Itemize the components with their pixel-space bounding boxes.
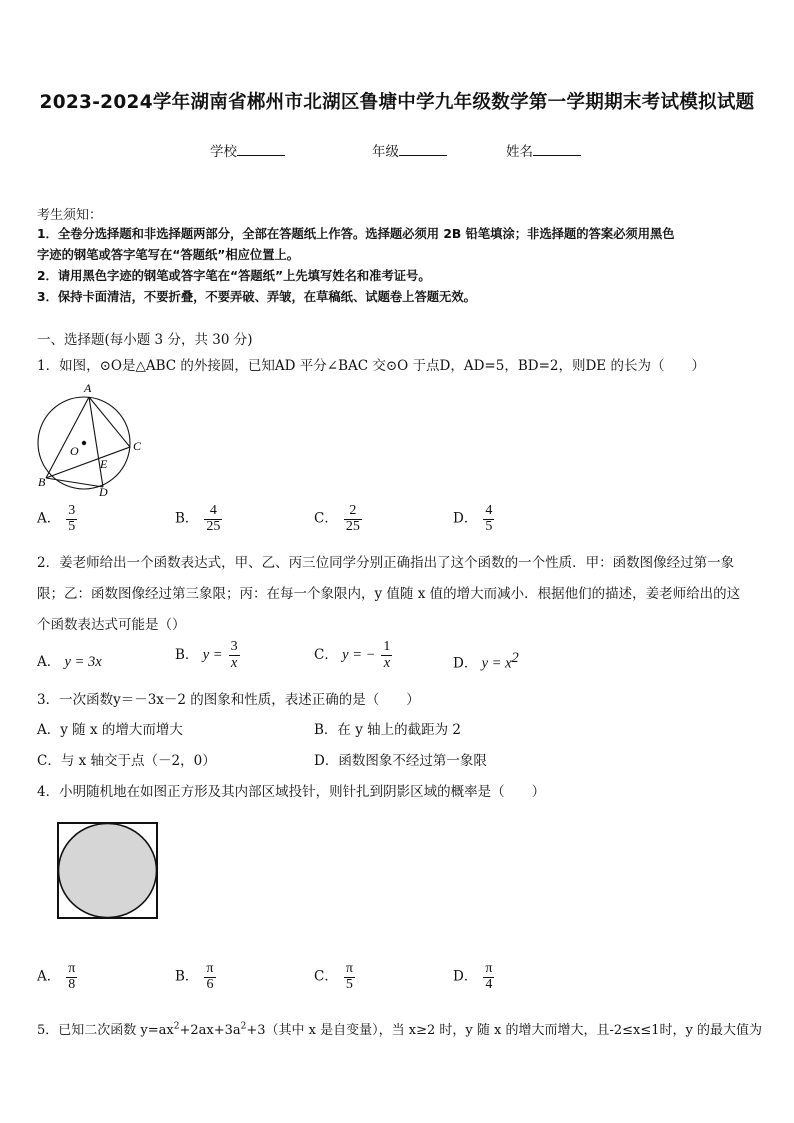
denominator: 8 bbox=[68, 976, 76, 992]
option-expression: y = x bbox=[481, 655, 512, 672]
question-2-text: 2．姜老师给出一个函数表达式，甲、乙、丙三位同学分别正确指出了这个函数的一个性质．甲：函数图像经过第一象 bbox=[37, 555, 735, 571]
exponent: 2 bbox=[240, 1021, 247, 1032]
option-letter: B． bbox=[175, 646, 199, 663]
option-letter: C． bbox=[314, 646, 338, 663]
fraction bbox=[204, 962, 215, 992]
fraction bbox=[66, 504, 77, 534]
grade-blank bbox=[399, 142, 447, 156]
option-letter: A． bbox=[37, 510, 61, 527]
denominator: x bbox=[383, 654, 391, 671]
q4-option-a[interactable] bbox=[37, 962, 77, 992]
fraction bbox=[229, 640, 240, 671]
q5-text-part: +3（其中 x 是自变量），当 x≥2 时，y 随 x 的增大而增大，且-2≤x≤1时，y 的最大值为 bbox=[246, 1023, 762, 1038]
q1-option-c[interactable] bbox=[314, 504, 362, 534]
numerator: 2 bbox=[344, 504, 362, 520]
point-label-b: B bbox=[38, 475, 46, 489]
denominator: 4 bbox=[485, 976, 493, 992]
name-label: 姓名 bbox=[506, 144, 533, 160]
numerator: π bbox=[68, 961, 76, 976]
grade-label: 年级 bbox=[372, 144, 399, 160]
q1-option-d[interactable] bbox=[453, 504, 494, 534]
q1-option-b[interactable] bbox=[175, 504, 222, 534]
q5-text-part: 5．已知二次函数 y=ax bbox=[37, 1023, 174, 1038]
fraction bbox=[344, 504, 362, 534]
option-letter: C． bbox=[314, 968, 338, 985]
square-circle-figure bbox=[56, 822, 160, 920]
numerator: 4 bbox=[485, 503, 493, 518]
q4-option-c[interactable] bbox=[314, 962, 355, 992]
denominator: 5 bbox=[345, 976, 353, 992]
exponent: 2 bbox=[511, 650, 519, 666]
q2-option-d[interactable] bbox=[453, 650, 519, 673]
page-title: 2023-2024学年湖南省郴州市北湖区鲁塘中学九年级数学第一学期期末考试模拟试题 bbox=[39, 92, 755, 113]
fraction bbox=[381, 640, 392, 671]
school-field bbox=[210, 140, 285, 160]
fraction bbox=[344, 962, 355, 992]
q3-option-a[interactable]: A．y 随 x 的增大而增大 bbox=[37, 722, 183, 738]
school-blank bbox=[237, 142, 285, 156]
section-heading: 一、选择题(每小题 3 分，共 30 分) bbox=[37, 332, 253, 348]
point-label-d: D bbox=[99, 485, 108, 498]
q2-option-b[interactable] bbox=[175, 640, 240, 671]
question-2-text: 个函数表达式可能是（） bbox=[37, 617, 186, 633]
option-expression: y = bbox=[202, 646, 223, 663]
option-letter: B． bbox=[175, 968, 199, 985]
denominator: 25 bbox=[345, 518, 360, 534]
name-field bbox=[506, 140, 581, 160]
name-blank bbox=[533, 142, 581, 156]
note-line: 字迹的钢笔或答字笔写在“答题纸”相应位置上。 bbox=[37, 248, 300, 262]
fraction bbox=[66, 962, 77, 992]
q1-option-a[interactable] bbox=[37, 504, 77, 534]
point-label-o: O bbox=[70, 444, 79, 458]
exponent: 2 bbox=[173, 1021, 180, 1032]
q4-option-d[interactable] bbox=[453, 962, 494, 992]
option-letter: D． bbox=[453, 968, 478, 985]
q3-option-b[interactable]: B．在 y 轴上的截距为 2 bbox=[314, 722, 462, 738]
question-1-text: 1．如图，⊙O是△ABC 的外接圆，已知AD 平分∠BAC 交⊙O 于点D，AD=5，BD=2，则DE 的长为（ ） bbox=[37, 358, 705, 374]
denominator: 6 bbox=[206, 976, 214, 992]
point-label-a: A bbox=[84, 381, 92, 395]
numerator: π bbox=[345, 961, 353, 976]
option-letter: A． bbox=[37, 968, 61, 985]
option-expression: y = − bbox=[342, 646, 376, 663]
option-letter: B． bbox=[175, 510, 199, 527]
numerator: 1 bbox=[383, 639, 391, 654]
numerator: π bbox=[206, 961, 214, 976]
denominator: x bbox=[230, 654, 238, 671]
q5-text-part: +2ax+3a bbox=[179, 1023, 241, 1038]
note-line: 2．请用黑色字迹的钢笔或答字笔在“答题纸”上先填写姓名和准考证号。 bbox=[37, 269, 431, 283]
option-letter: D． bbox=[453, 655, 478, 672]
point-label-c: C bbox=[133, 439, 142, 453]
q4-option-b[interactable] bbox=[175, 962, 216, 992]
denominator: 25 bbox=[206, 518, 221, 534]
school-label: 学校 bbox=[210, 144, 237, 160]
question-3-text: 3．一次函数y＝－3x－2 的图象和性质，表述正确的是（ ） bbox=[37, 692, 420, 708]
circle-triangle-figure bbox=[30, 380, 150, 498]
option-letter: C． bbox=[314, 510, 338, 527]
point-label-e: E bbox=[100, 457, 108, 471]
notes-heading: 考生须知： bbox=[37, 208, 103, 223]
note-line: 1．全卷分选择题和非选择题两部分，全部在答题纸上作答。选择题必须用 2B 铅笔填涂；非选择题的答案必须用黑色 bbox=[37, 227, 675, 241]
q3-option-c[interactable]: C．与 x 轴交于点（－2，0） bbox=[37, 753, 216, 769]
grade-field bbox=[372, 140, 447, 160]
fraction bbox=[483, 962, 494, 992]
numerator: 3 bbox=[68, 503, 76, 518]
option-letter: A． bbox=[37, 654, 61, 670]
note-line: 3．保持卡面清洁，不要折叠，不要弄破、弄皱，在草稿纸、试题卷上答题无效。 bbox=[37, 290, 476, 304]
fraction bbox=[204, 504, 222, 534]
question-5-text bbox=[37, 1019, 762, 1038]
numerator: 4 bbox=[204, 504, 222, 520]
option-letter: D． bbox=[453, 510, 478, 527]
denominator: 5 bbox=[485, 518, 493, 534]
numerator: 3 bbox=[230, 639, 238, 654]
numerator: π bbox=[485, 961, 493, 976]
option-expression: y = 3x bbox=[64, 654, 102, 670]
question-4-text: 4．小明随机地在如图正方形及其内部区域投针，则针扎到阴影区域的概率是（ ） bbox=[37, 784, 546, 800]
q2-option-a[interactable] bbox=[37, 650, 102, 671]
denominator: 5 bbox=[68, 518, 76, 534]
question-2-text: 限；乙：函数图像经过第三象限；丙：在每一个象限内，y 值随 x 值的增大而减小．根据他们的描述，姜老师给出的这 bbox=[37, 586, 741, 602]
q2-option-c[interactable] bbox=[314, 640, 392, 671]
fraction bbox=[483, 504, 494, 534]
q3-option-d[interactable]: D．函数图象不经过第一象限 bbox=[314, 753, 487, 769]
